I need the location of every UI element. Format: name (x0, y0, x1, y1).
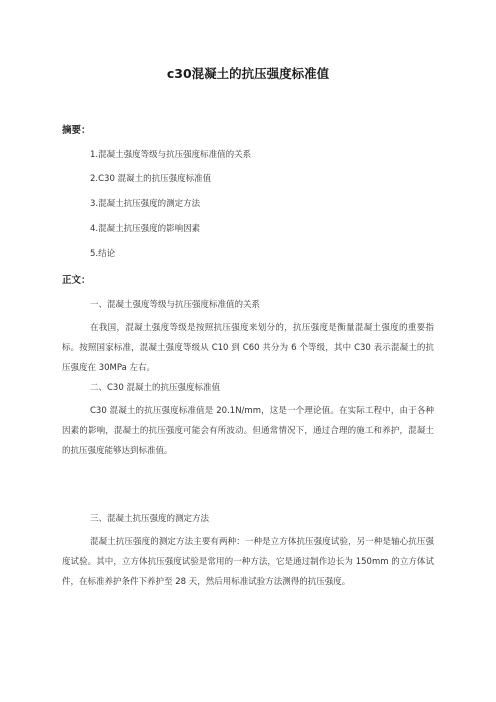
body-heading: 正文： (62, 275, 91, 286)
section-heading: 三、混凝土抗压强度的测定方法 (90, 514, 210, 524)
section-paragraph: 混凝土抗压强度的测定方法主要有两种：一种是立方体抗压强度试验，另一种是轴心抗压强度试验。其中，立方体抗压强度试验是常用的一种方法，它是通过制作边长为 150mm 的立方体试件，在标准养护条件下养护至 28 天，然后用标准试验方法测得的抗压强度。 (62, 537, 434, 587)
abstract-item: 3.混凝土抗压强度的测定方法 (90, 199, 201, 209)
abstract-item: 2.C30 混凝土的抗压强度标准值 (90, 174, 212, 184)
abstract-item: 1.混凝土强度等级与抗压强度标准值的关系 (90, 150, 252, 160)
document-title: c30混凝土的抗压强度标准值 (166, 66, 330, 81)
abstract-heading: 摘要： (62, 125, 91, 136)
section-heading: 一、混凝土强度等级与抗压强度标准值的关系 (90, 300, 261, 310)
abstract-item: 4.混凝土抗压强度的影响因素 (90, 224, 201, 234)
section-paragraph: C30 混凝土的抗压强度标准值是 20.1N/mm，这是一个理论值。在实际工程中，由于各种因素的影响，混凝土的抗压强度可能会有所波动。但通常情况下，通过合理的施工和养护，混凝土的抗压强度能够达到标准值。 (62, 406, 434, 456)
section-heading: 二、C30 混凝土的抗压强度标准值 (90, 383, 220, 393)
abstract-item: 5.结论 (90, 249, 116, 259)
section-paragraph: 在我国，混凝土强度等级是按照抗压强度来划分的，抗压强度是衡量混凝土强度的重要指标。按照国家标准，混凝土强度等级从 C10 到 C60 共分为 6 个等级，其中 C30 表示混凝土的抗压强度在 30MPa 左右。 (62, 323, 434, 373)
